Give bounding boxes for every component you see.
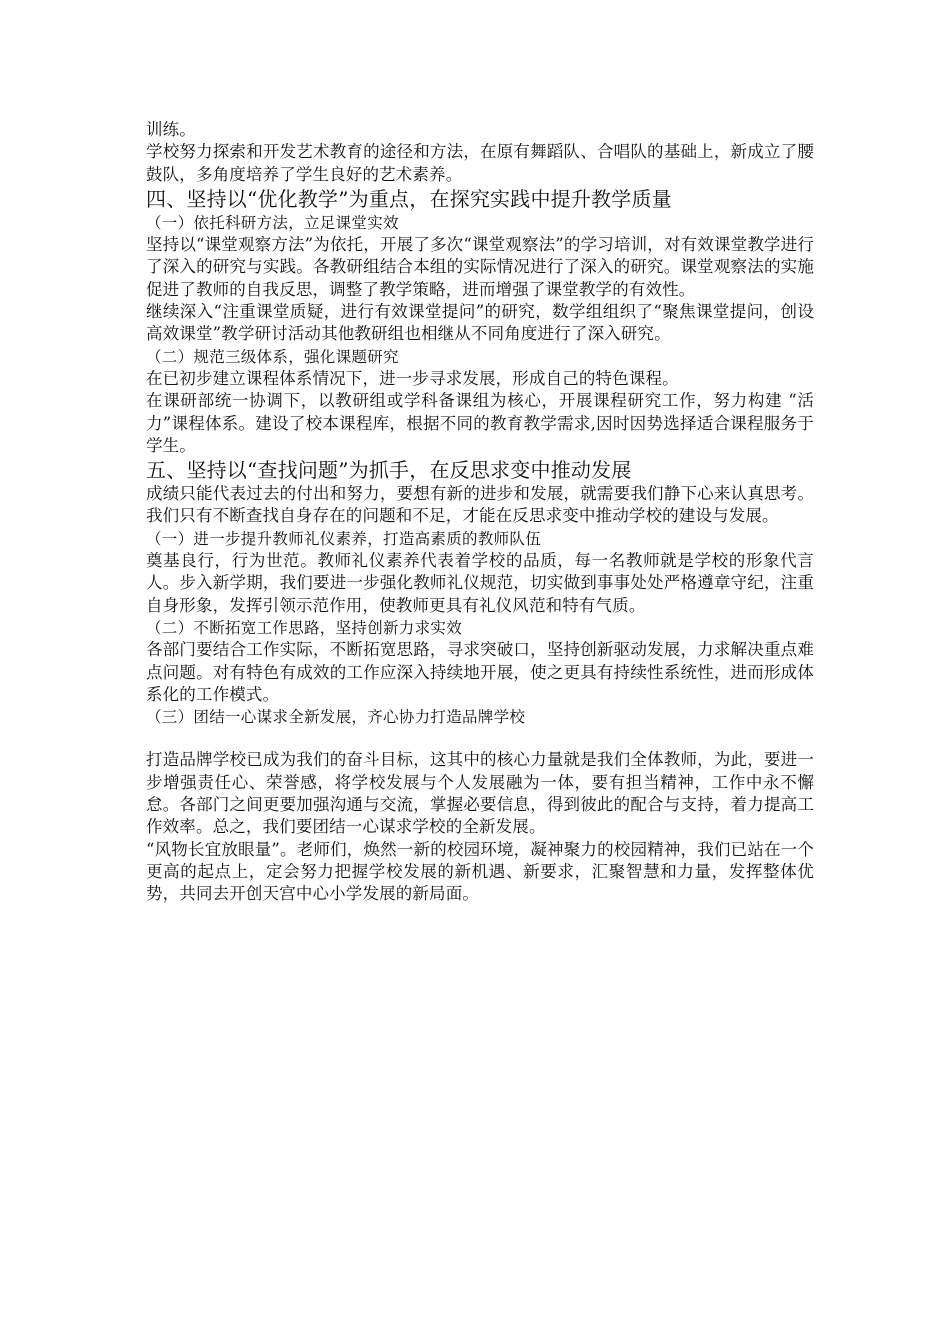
subsection-heading: （二）不断拓宽工作思路，坚持创新力求实效 (146, 618, 463, 637)
paragraph: 打造品牌学校已成为我们的奋斗目标，这其中的核心力量就是我们全体教师，为此，要进一步增强责任心、荣誉感，将学校发展与个人发展融为一体，要有担当精神，工作中永不懈怠。各部门之间更要加强沟通与交流，掌握必要信息，得到彼此的配合与支持，着力提高工作效率。总之，我们要团结一心谋求学校的全新发展。 (146, 750, 814, 837)
paragraph: 奠基良行，行为世范。教师礼仪素养代表着学校的品质，每一名教师就是学校的形象代言人。步入新学期，我们要进一步强化教师礼仪规范，切实做到事事处处严格遵章守纪，注重自身形象，发挥引领示范作用，使教师更具有礼仪风范和特有气质。 (146, 551, 814, 615)
subsection-heading: （一）依托科研方法，立足课堂实效 (146, 213, 399, 232)
paragraph: 在已初步建立课程体系情况下，进一步寻求发展，形成自己的特色课程。 (146, 368, 679, 388)
subsection-heading: （三）团结一心谋求全新发展，齐心协力打造品牌学校 (146, 708, 526, 727)
paragraph: 继续深入“注重课堂质疑，进行有效课堂提问”的研究，数学组组织了“聚焦课堂提问，创设高效课堂”教学研讨活动其他教研组也相继从不同角度进行了深入研究。 (146, 302, 814, 344)
paragraph: 学校努力探索和开发艺术教育的途径和方法，在原有舞蹈队、合唱队的基础上，新成立了腰鼓队，多角度培养了学生良好的艺术素养。 (146, 142, 814, 184)
paragraph: “风物长宜放眼量”。老师们，焕然一新的校园环境，凝神聚力的校园精神，我们已站在一个更高的起点上，定会努力把握学校发展的新机遇、新要求，汇聚智慧和力量，发挥整体优势，共同去开创天宫中心小学发展的新局面。 (146, 839, 814, 904)
paragraph: 各部门要结合工作实际，不断拓宽思路，寻求突破口，坚持创新驱动发展，力求解决重点难点问题。对有特色有成效的工作应深入持续地开展，使之更具有持续性系统性，进而形成体系化的工作模式。 (146, 640, 814, 704)
subsection-heading: （二）规范三级体系，强化课题研究 (146, 347, 399, 366)
paragraph: 在课研部统一协调下，以教研组或学科备课组为核心，开展课程研究工作，努力构建 “活力”课程体系。建设了校本课程库，根据不同的教育教学需求,因时因势选择适合课程服务于学生。 (146, 391, 814, 455)
section-heading: 四、坚持以“优化教学”为重点，在探究实践中提升教学质量 (146, 186, 672, 211)
section-heading: 五、坚持以“查找问题”为抓手，在反思求变中推动发展 (146, 458, 632, 483)
blank-line (146, 728, 814, 749)
subsection-heading: （一）进一步提升教师礼仪素养，打造高素质的教师队伍 (146, 529, 542, 548)
paragraph: 坚持以“课堂观察方法”为依托，开展了多次“课堂观察法”的学习培训，对有效课堂教学进行了深入的研究与实践。各教研组结合本组的实际情况进行了深入的研究。课堂观察法的实施促进了教师的自我反思，调整了教学策略，进而增强了课堂教学的有效性。 (146, 235, 814, 299)
paragraph: 训练。 (146, 120, 196, 139)
document-body (146, 119, 814, 906)
paragraph: 成绩只能代表过去的付出和努力，要想有新的进步和发展，就需要我们静下心来认真思考。我们只有不断查找自身存在的问题和不足，才能在反思求变中推动学校的建设与发展。 (146, 484, 814, 526)
